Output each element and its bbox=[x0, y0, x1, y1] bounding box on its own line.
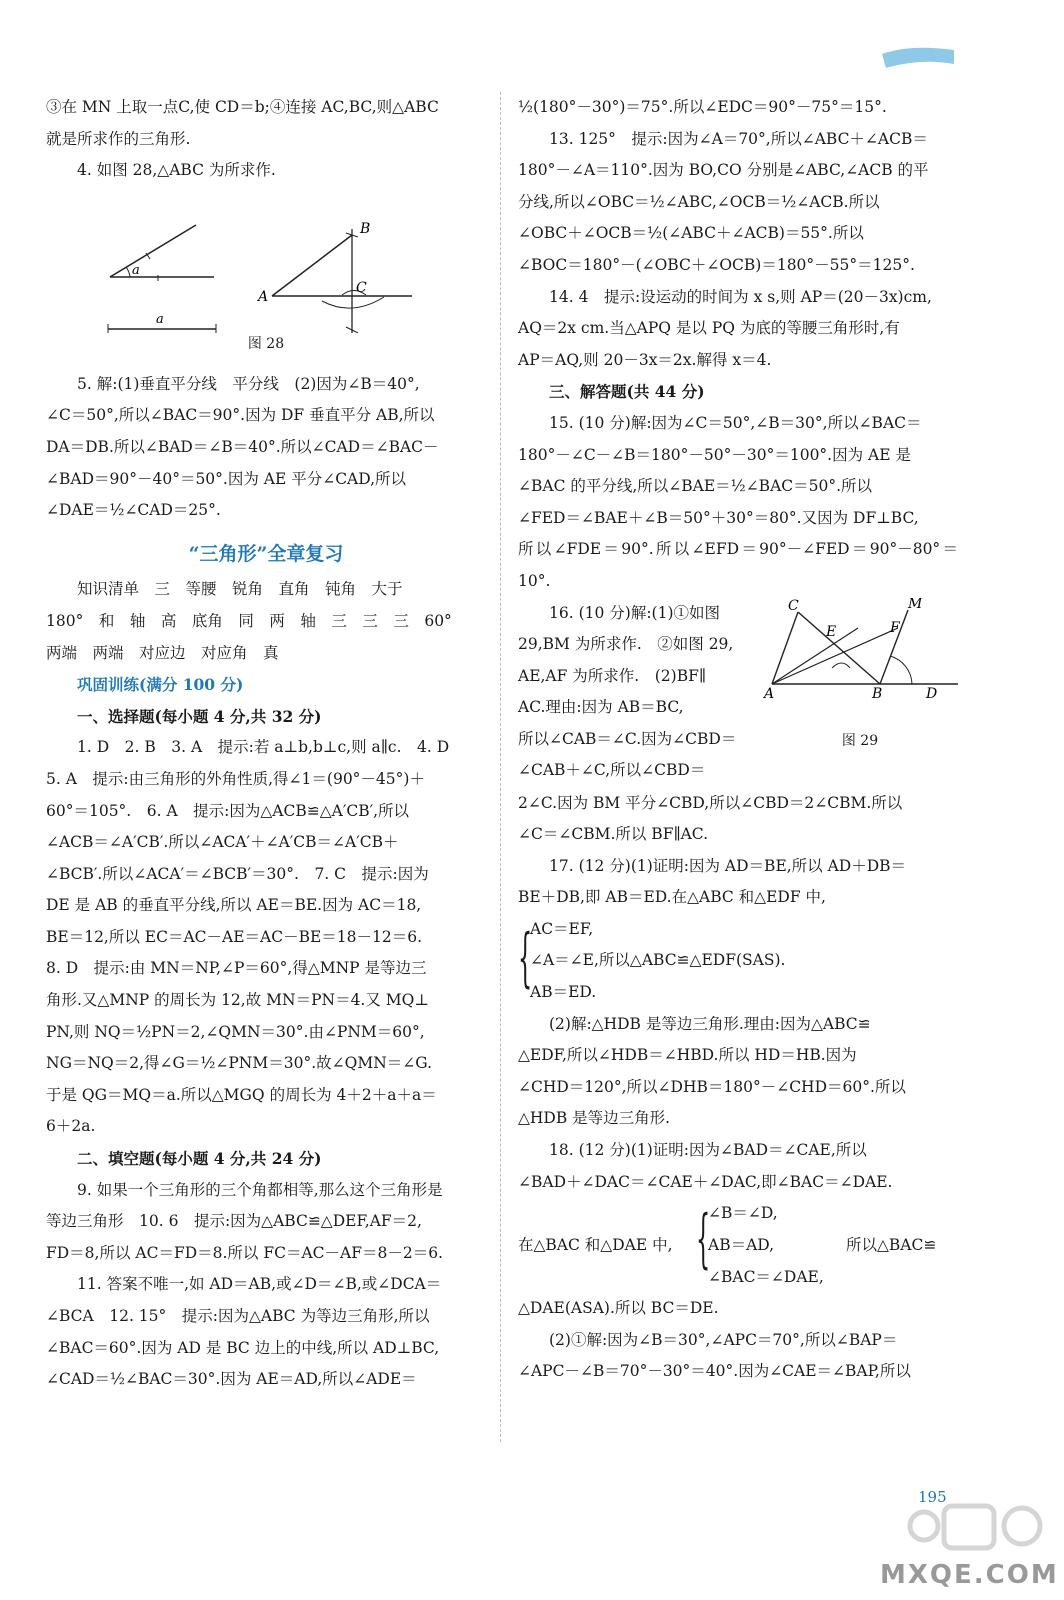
text-line: 两端 两端 对应边 对应角 真 bbox=[46, 643, 279, 662]
text-line: AE,AF 为所求作. (2)BF∥ bbox=[518, 666, 706, 685]
text-line: 180° 和 轴 高 底角 同 两 轴 三 三 三 60° bbox=[46, 611, 452, 630]
point-M: M bbox=[908, 597, 923, 612]
text-line: BE＝12,所以 EC＝AC－AE＝AC－BE＝18－12＝6. bbox=[46, 927, 423, 946]
text-line: 2∠C.因为 BM 平分∠CBD,所以∠CBD＝2∠CBM.所以 bbox=[518, 793, 903, 812]
text-line: 16. (10 分)解:(1)①如图 bbox=[549, 603, 720, 622]
text-line: 5. 解:(1)垂直平分线 平分线 (2)因为∠B＝40°, bbox=[77, 374, 420, 393]
text-line: ∠CAB＋∠C,所以∠CBD＝ bbox=[518, 761, 706, 780]
chapter-heading: “三角形”全章复习 bbox=[188, 542, 344, 565]
figure-28-drawing bbox=[46, 193, 486, 333]
text-line: ∠OBC＋∠OCB＝½(∠ABC＋∠ACB)＝55°.所以 bbox=[518, 224, 864, 243]
section-title: 一、选择题(每小题 4 分,共 32 分) bbox=[77, 706, 322, 726]
text-line: ∠BAD＝90°－40°＝50°.因为 AE 平分∠CAD,所以 bbox=[46, 469, 407, 488]
text-line: 9. 如果一个三角形的三个角都相等,那么这个三角形是 bbox=[77, 1180, 443, 1199]
text-line: 4. 如图 28,△ABC 为所求作. bbox=[77, 161, 276, 180]
text-line: △EDF,所以∠HDB＝∠HBD.所以 HD＝HB.因为 bbox=[518, 1046, 857, 1065]
text-line: AC.理由:因为 AB＝BC, bbox=[518, 698, 684, 717]
text-line: 29,BM 为所求作. ②如图 29, bbox=[518, 635, 734, 654]
text-line: 11. 答案不唯一,如 AD＝AB,或∠D＝∠B,或∠DCA＝ bbox=[77, 1275, 442, 1294]
text-line: ∠C＝∠CBM.所以 BF∥AC. bbox=[518, 825, 709, 844]
text-line: 在△BAC 和△DAE 中, bbox=[518, 1236, 673, 1255]
text-line: 等边三角形 10. 6 提示:因为△ABC≌△DEF,AF＝2, bbox=[46, 1212, 422, 1231]
header-decoration bbox=[880, 40, 956, 74]
right-column bbox=[518, 92, 958, 1388]
text-line: ∠FED＝∠BAE＋∠B＝50°＋30°＝80°.又因为 DF⊥BC, bbox=[518, 508, 919, 527]
column-divider bbox=[500, 92, 501, 1442]
text-line: 17. (12 分)(1)证明:因为 AD＝BE,所以 AD＋DB＝ bbox=[549, 856, 907, 875]
text-line: 180°－∠C－∠B＝180°－50°－30°＝100°.因为 AE 是 bbox=[518, 445, 911, 464]
text-line: 6＋2a. bbox=[46, 1117, 96, 1136]
text-line: 5. A 提示:由三角形的外角性质,得∠1＝(90°－45°)＋ bbox=[46, 769, 425, 788]
q16-block bbox=[518, 598, 958, 788]
text-line: 就是所求作的三角形. bbox=[46, 129, 191, 148]
text-line: 所以∠FDE＝90°.所以∠EFD＝90°－∠FED＝90°－80°＝10°. bbox=[518, 540, 958, 590]
text-line: (2)①解:因为∠B＝30°,∠APC＝70°,所以∠BAP＝ bbox=[549, 1330, 898, 1349]
angle-alpha: a bbox=[132, 262, 140, 278]
text-line: AP＝AQ,则 20－3x＝2x.解得 x＝4. bbox=[518, 350, 772, 369]
text-line: 8. D 提示:由 MN＝NP,∠P＝60°,得△MNP 是等边三 bbox=[46, 959, 427, 978]
q16-text bbox=[518, 598, 748, 788]
text-line: DE 是 AB 的垂直平分线,所以 AE＝BE.因为 AC＝18, bbox=[46, 896, 422, 915]
section-title: 三、解答题(共 44 分) bbox=[549, 382, 705, 402]
text-line: 于是 QG＝MQ＝a.所以△MGQ 的周长为 4＋2＋a＋a＝ bbox=[46, 1085, 437, 1104]
segment-a: a bbox=[156, 311, 164, 327]
text-line: ∠BOC＝180°－(∠OBC＋∠OCB)＝180°－55°＝125°. bbox=[518, 255, 915, 274]
text-line: AB＝ED. bbox=[530, 983, 597, 1002]
brace-system-17 bbox=[518, 914, 958, 1009]
brace-icon: { bbox=[518, 920, 533, 995]
text-line: 14. 4 提示:设运动的时间为 x s,则 AP＝(20－3x)cm, bbox=[549, 287, 932, 306]
brace-icon: { bbox=[696, 1202, 711, 1277]
text-line: ∠BAD＋∠DAC＝∠CAE＋∠DAC,即∠BAC＝∠DAE. bbox=[518, 1172, 893, 1191]
text-line: ∠B＝∠D, bbox=[708, 1204, 778, 1223]
text-line: ∠BAC＝∠DAE, bbox=[708, 1268, 824, 1287]
point-A: A bbox=[764, 685, 775, 702]
text-line: ∠BCA 12. 15° 提示:因为△ABC 为等边三角形,所以 bbox=[46, 1307, 430, 1325]
section-title: 巩固训练(满分 100 分) bbox=[77, 675, 244, 695]
text-line: PN,则 NQ＝½PN＝2,∠QMN＝30°.由∠PNM＝60°, bbox=[46, 1022, 425, 1041]
text-line: (2)解:△HDB 是等边三角形.理由:因为△ABC≌ bbox=[549, 1014, 871, 1033]
text-line: 所以∠CAB＝∠C.因为∠CBD＝ bbox=[518, 729, 737, 748]
figure-28 bbox=[46, 193, 486, 363]
text-line: AB＝AD, bbox=[708, 1236, 775, 1255]
text-line: ∠A＝∠E,所以△ABC≌△EDF(SAS). bbox=[530, 951, 786, 970]
text-line: NG＝NQ＝2,得∠G＝½∠PNM＝30°.故∠QMN＝∠G. bbox=[46, 1054, 433, 1073]
text-line: 13. 125° 提示:因为∠A＝70°,所以∠ABC＋∠ACB＝ bbox=[549, 129, 928, 148]
section-title: 二、填空题(每小题 4 分,共 24 分) bbox=[77, 1149, 322, 1169]
text-line: 1. D 2. B 3. A 提示:若 a⊥b,b⊥c,则 a∥c. 4. D bbox=[77, 738, 450, 757]
text-line: ∠BCB′.所以∠ACA′＝∠BCB′＝30°. 7. C 提示:因为 bbox=[46, 864, 429, 883]
text-line: ∠BAC 的平分线,所以∠BAE＝½∠BAC＝50°.所以 bbox=[518, 477, 873, 496]
text-line: 180°－∠A＝110°.因为 BO,CO 分别是∠ABC,∠ACB 的平 bbox=[518, 161, 929, 180]
text-line: ∠CHD＝120°,所以∠DHB＝180°－∠CHD＝60°.所以 bbox=[518, 1077, 906, 1096]
text-line: 知识清单 三 等腰 锐角 直角 钝角 大于 bbox=[77, 580, 403, 599]
figure-caption: 图 28 bbox=[247, 335, 285, 352]
point-B: B bbox=[872, 685, 883, 702]
text-line: 角形.又△MNP 的周长为 12,故 MN＝PN＝4.又 MQ⊥ bbox=[46, 991, 429, 1010]
text-line: AQ＝2x cm.当△APQ 是以 PQ 为底的等腰三角形时,有 bbox=[518, 319, 900, 338]
vertex-C: C bbox=[356, 279, 367, 296]
text-line: △HDB 是等边三角形. bbox=[518, 1109, 671, 1128]
text-line: ③在 MN 上取一点C,使 CD＝b;④连接 AC,BC,则△ABC bbox=[46, 98, 439, 116]
text-line: FD＝8,所以 AC＝FD＝8.所以 FC＝AC－AF＝8－2＝6. bbox=[46, 1243, 443, 1262]
text-line: ∠BAC＝60°.因为 AD 是 BC 边上的中线,所以 AD⊥BC, bbox=[46, 1338, 440, 1357]
figure-caption: 图 29 bbox=[841, 732, 879, 749]
left-column bbox=[46, 92, 486, 1396]
point-F: F bbox=[890, 619, 900, 636]
vertex-A: A bbox=[258, 288, 269, 305]
point-D: D bbox=[926, 685, 938, 702]
text-line: 60°＝105°. 6. A 提示:因为△ACB≌△A′CB′,所以 bbox=[46, 801, 410, 820]
text-line: ∠CAD＝½∠BAC＝30°.因为 AE＝AD,所以∠ADE＝ bbox=[46, 1370, 417, 1389]
text-line: ½(180°－30°)＝75°.所以∠EDC＝90°－75°＝15°. bbox=[518, 98, 887, 116]
text-line: 18. (12 分)(1)证明:因为∠BAD＝∠CAE,所以 bbox=[549, 1141, 867, 1160]
text-line: ∠APC－∠B＝70°－30°＝40°.因为∠CAE＝∠BAP,所以 bbox=[518, 1362, 911, 1381]
text-line: BE＋DB,即 AB＝ED.在△ABC 和△EDF 中, bbox=[518, 888, 826, 907]
brace-system-18 bbox=[518, 1198, 958, 1293]
point-C: C bbox=[788, 597, 799, 614]
watermark-text: MXQE.COM bbox=[880, 1560, 1059, 1590]
point-E: E bbox=[826, 623, 837, 640]
text-line: DA＝DB.所以∠BAD＝∠B＝40°.所以∠CAD＝∠BAC－ bbox=[46, 437, 439, 456]
text-line: AC＝EF, bbox=[530, 919, 594, 938]
text-line: △DAE(ASA).所以 BC＝DE. bbox=[518, 1299, 719, 1318]
vertex-B: B bbox=[360, 220, 371, 237]
text-line: 所以△BAC≌ bbox=[846, 1236, 937, 1255]
text-line: ∠ACB＝∠A′CB′.所以∠ACA′＋∠A′CB＝∠A′CB＋ bbox=[46, 833, 399, 852]
text-line: ∠DAE＝½∠CAD＝25°. bbox=[46, 501, 221, 520]
text-line: 分线,所以∠OBC＝½∠ABC,∠OCB＝½∠ACB.所以 bbox=[518, 192, 880, 211]
page-number: 195 bbox=[918, 1488, 947, 1506]
text-line: 15. (10 分)解:因为∠C＝50°,∠B＝30°,所以∠BAC＝ bbox=[549, 413, 922, 432]
text-line: ∠C＝50°,所以∠BAC＝90°.因为 DF 垂直平分 AB,所以 bbox=[46, 406, 435, 425]
